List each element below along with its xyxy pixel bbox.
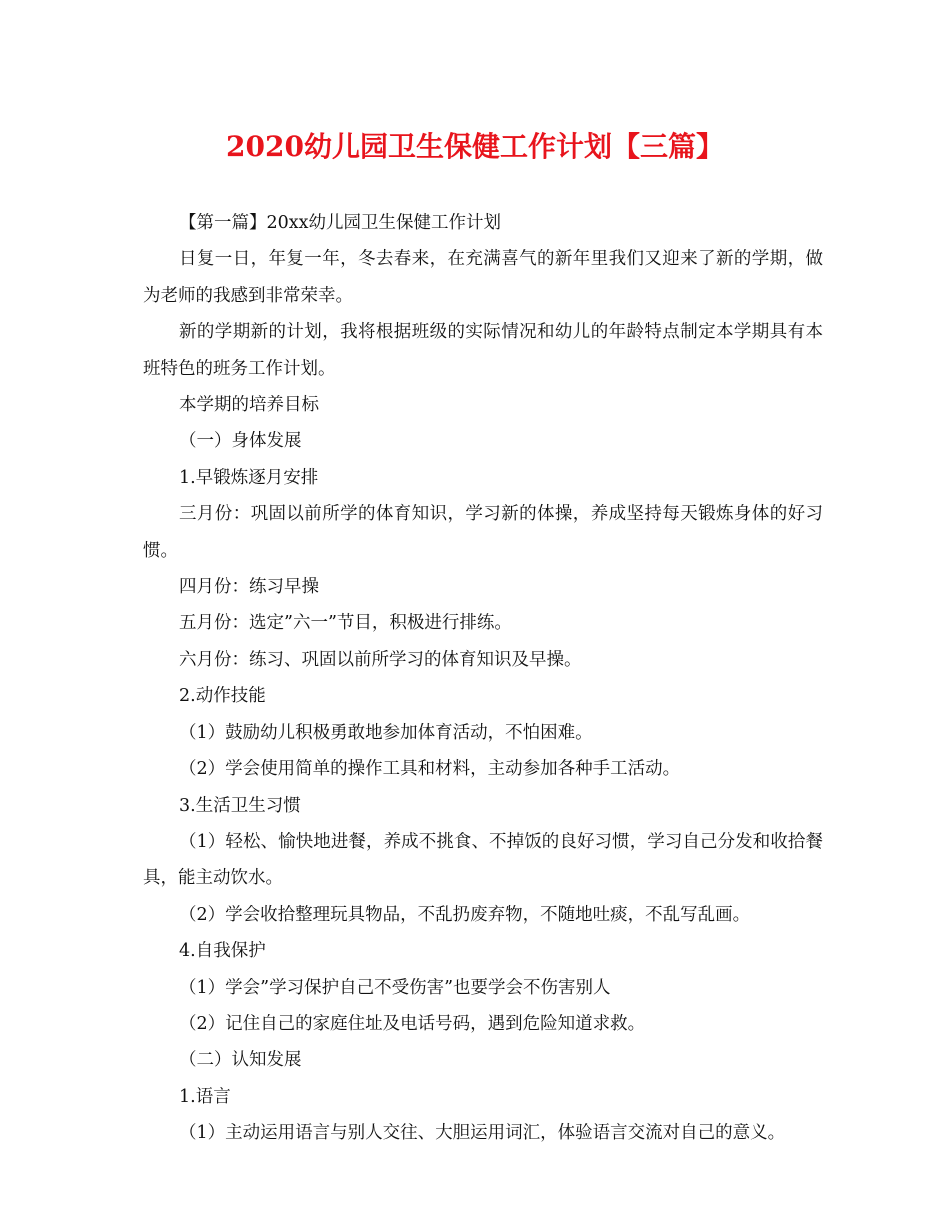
document-body: [143, 205, 823, 1152]
paragraph: 三月份：巩固以前所学的体育知识，学习新的体操，养成坚持每天锻炼身体的好习惯。: [143, 504, 823, 561]
paragraph: 【第一篇】20xx幼儿园卫生保健工作计划: [179, 213, 502, 233]
paragraph: （1）轻松、愉快地进餐，养成不挑食、不掉饭的良好习惯，学习自己分发和收拾餐具，能主动饮水。: [143, 831, 823, 889]
document-title: 2020幼儿园卫生保健工作计划【三篇】: [226, 130, 724, 163]
paragraph: （1）学会”学习保护自己不受伤害”也要学会不伤害别人: [179, 977, 611, 998]
paragraph: （1）鼓励幼儿积极勇敢地参加体育活动，不怕困难。: [179, 722, 593, 743]
paragraph: 五月份：选定”六一”节目，积极进行排练。: [179, 613, 512, 634]
paragraph: （2）记住自己的家庭住址及电话号码，遇到危险知道求救。: [179, 1013, 646, 1034]
paragraph: （2）学会收拾整理玩具物品，不乱扔废弃物，不随地吐痰，不乱写乱画。: [179, 904, 751, 925]
paragraph: 四月份：练习早操: [179, 577, 319, 598]
paragraph: 日复一日，年复一年，冬去春来，在充满喜气的新年里我们又迎来了新的学期，做为老师的我感到非常荣幸。: [143, 249, 823, 306]
paragraph: （1）主动运用语言与别人交往、大胆运用词汇，体验语言交流对自己的意义。: [179, 1123, 786, 1144]
paragraph: 1.早锻炼逐月安排: [179, 467, 319, 488]
paragraph: 3.生活卫生习惯: [179, 795, 301, 816]
paragraph: （二）认知发展: [179, 1050, 302, 1071]
paragraph: 本学期的培养目标: [179, 395, 319, 416]
paragraph: 1.语言: [179, 1086, 231, 1107]
paragraph: （2）学会使用简单的操作工具和材料，主动参加各种手工活动。: [179, 759, 681, 780]
paragraph: 六月份：练习、巩固以前所学习的体育知识及早操。: [179, 649, 582, 670]
paragraph: 4.自我保护: [179, 941, 266, 962]
paragraph: 2.动作技能: [179, 686, 266, 707]
paragraph: 新的学期新的计划，我将根据班级的实际情况和幼儿的年龄特点制定本学期具有本班特色的班务工作计划。: [143, 322, 823, 379]
paragraph: （一）身体发展: [179, 431, 302, 452]
